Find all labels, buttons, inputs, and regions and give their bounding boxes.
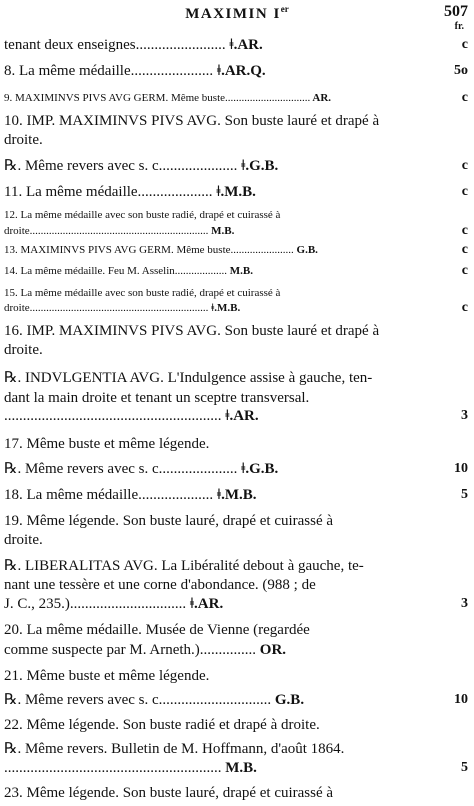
entry-line: .......................................................... M.B. [4,760,257,776]
entry-line: 19. Même légende. Son buste lauré, drapé et cuirassé à [4,513,334,529]
entry-line: comme suspecte par M. Arneth.)............... OR. [4,642,287,658]
entry-line: 8. La même médaille...................... ǂ.AR.Q. [4,63,266,79]
entry-line: nant une tessère et une corne d'abondance. (988 ; de [4,577,316,593]
entry-line: droite. [4,342,43,358]
entry-mark: M.B. [221,760,257,776]
entry-line: 21. Même buste et même légende. [4,668,210,684]
entry-line: droite. [4,532,43,548]
entry-mark: ǂ.AR. [186,596,224,612]
entry-line: 22. Même légende. Son buste radié et drapé à droite. [4,717,320,733]
entry-price: c [461,263,468,278]
entry-line: 15. La même médaille avec son buste radié, drapé et cuirassé à [4,287,281,299]
entry-mark: ǂ.M.B. [212,184,256,200]
page-number: 507 [444,3,468,20]
entry-line: 16. IMP. MAXIMINVS PIVS AVG. Son buste lauré et drapé à [4,323,380,339]
entry-price: 10 [454,692,468,707]
entry-line: 11. La même médaille.................... ǂ.M.B. [4,184,256,200]
running-title-sup: er [280,4,289,14]
running-title [0,4,474,23]
entry-line: tenant deux enseignes........................ ǂ.AR. [4,37,263,53]
entry-line: .......................................................... ǂ.AR. [4,408,259,424]
entry-line: ℞. Même revers avec s. c..................... ǂ.G.B. [4,461,279,477]
entry-line: ℞. Même revers avec s. c.............................. G.B. [4,692,305,708]
entry-mark: G.B. [293,244,318,256]
entry-price: 5o [454,63,468,78]
price-unit-label: fr. [454,21,464,32]
entry-line: droite. [4,132,43,148]
entry-mark: M.B. [208,225,235,237]
entry-line: ℞. Même revers. Bulletin de M. Hoffmann, d'août 1864. [4,741,345,757]
entry-mark: M.B. [227,265,254,277]
entry-line: 17. Même buste et même légende. [4,436,210,452]
entry-line: J. C., 235.)............................... ǂ.AR. [4,596,224,612]
entry-price: c [461,37,468,52]
entry-mark: G.B. [271,692,305,708]
entry-mark: OR. [256,642,287,658]
entry-price: 5 [461,487,468,502]
entry-line: ℞. INDVLGENTIA AVG. L'Indulgence assise à gauche, ten- [4,370,373,386]
entry-line: 20. La même médaille. Musée de Vienne (regardée [4,622,310,638]
entry-price: 3 [461,596,468,611]
entry-price: c [461,158,468,173]
entry-line: 10. IMP. MAXIMINVS PIVS AVG. Son buste lauré et drapé à [4,113,380,129]
entry-line: droite................................................................. ǂ.M.B. [4,302,241,314]
running-title-text: MAXIMIN [185,6,269,22]
running-title-suffix: I [273,6,281,22]
entry-price: 5 [461,760,468,775]
entry-line: dant la main droite et tenant un sceptre transversal. [4,390,310,406]
entry-line: ℞. LIBERALITAS AVG. La Libéralité debout à gauche, te- [4,558,364,574]
entry-price: c [461,90,468,105]
entry-price: 3 [461,408,468,423]
entry-line: 13. MAXIMINVS PIVS AVG GERM. Même buste....................... G.B. [4,244,318,256]
entry-price: c [461,184,468,199]
entry-price: c [461,223,468,238]
entry-price: c [461,242,468,257]
entry-line: 18. La même médaille.................... ǂ.M.B. [4,487,257,503]
entry-mark: ǂ.M.B. [213,487,257,503]
entry-price: c [461,300,468,315]
entry-line: droite................................................................. M.B. [4,225,235,237]
entry-mark: AR. [310,92,332,104]
entry-price: 10 [454,461,468,476]
entry-line: 12. La même médaille avec son buste radié, drapé et cuirassé à [4,209,281,221]
entry-mark: ǂ.AR. [225,37,263,53]
entry-line: 14. La même médaille. Feu M. Asselin................... M.B. [4,265,254,277]
entry-mark: ǂ.AR.Q. [213,63,266,79]
entry-line: 23. Même légende. Son buste lauré, drapé et cuirassé à [4,785,334,801]
entry-mark: ǂ.AR. [221,408,259,424]
entry-line: 9. MAXIMINVS PIVS AVG GERM. Même buste............................... AR. [4,92,332,104]
entry-mark: ǂ.G.B. [237,461,279,477]
entry-mark: ǂ.M.B. [208,302,241,314]
entry-line: ℞. Même revers avec s. c..................... ǂ.G.B. [4,158,279,174]
entry-mark: ǂ.G.B. [237,158,279,174]
